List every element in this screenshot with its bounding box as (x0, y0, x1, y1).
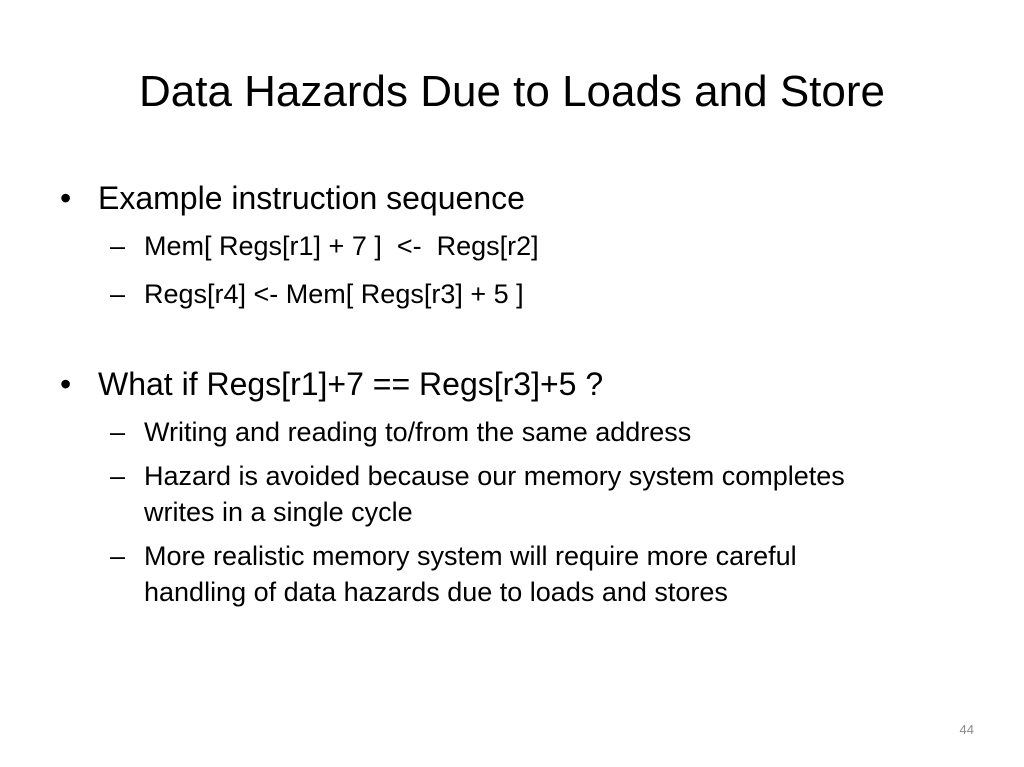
sub-bullet-text: Mem[ Regs[r1] + 7 ] <- Regs[r2] (144, 231, 539, 261)
sub-bullet-text: More realistic memory system will require more careful handling of data hazards due to loads and stores (144, 541, 805, 607)
sub-bullet-text: Hazard is avoided because our memory system completes writes in a single cycle (144, 461, 853, 527)
bullet-icon: • (60, 180, 72, 216)
bullet-icon: • (60, 366, 72, 402)
sub-bullet-text: Writing and reading to/from the same address (144, 417, 692, 447)
dash-icon: – (110, 541, 126, 571)
dash-icon: – (110, 417, 126, 447)
bullet-text: Example instruction sequence (98, 180, 525, 216)
page-number: 44 (959, 722, 974, 737)
dash-icon: – (110, 461, 126, 491)
dash-icon: – (110, 231, 126, 261)
dash-icon: – (110, 279, 126, 309)
slide-title: Data Hazards Due to Loads and Store (138, 67, 885, 116)
bullet-text: What if Regs[r1]+7 == Regs[r3]+5 ? (98, 366, 604, 402)
sub-bullet-text: Regs[r4] <- Mem[ Regs[r3] + 5 ] (144, 279, 524, 309)
